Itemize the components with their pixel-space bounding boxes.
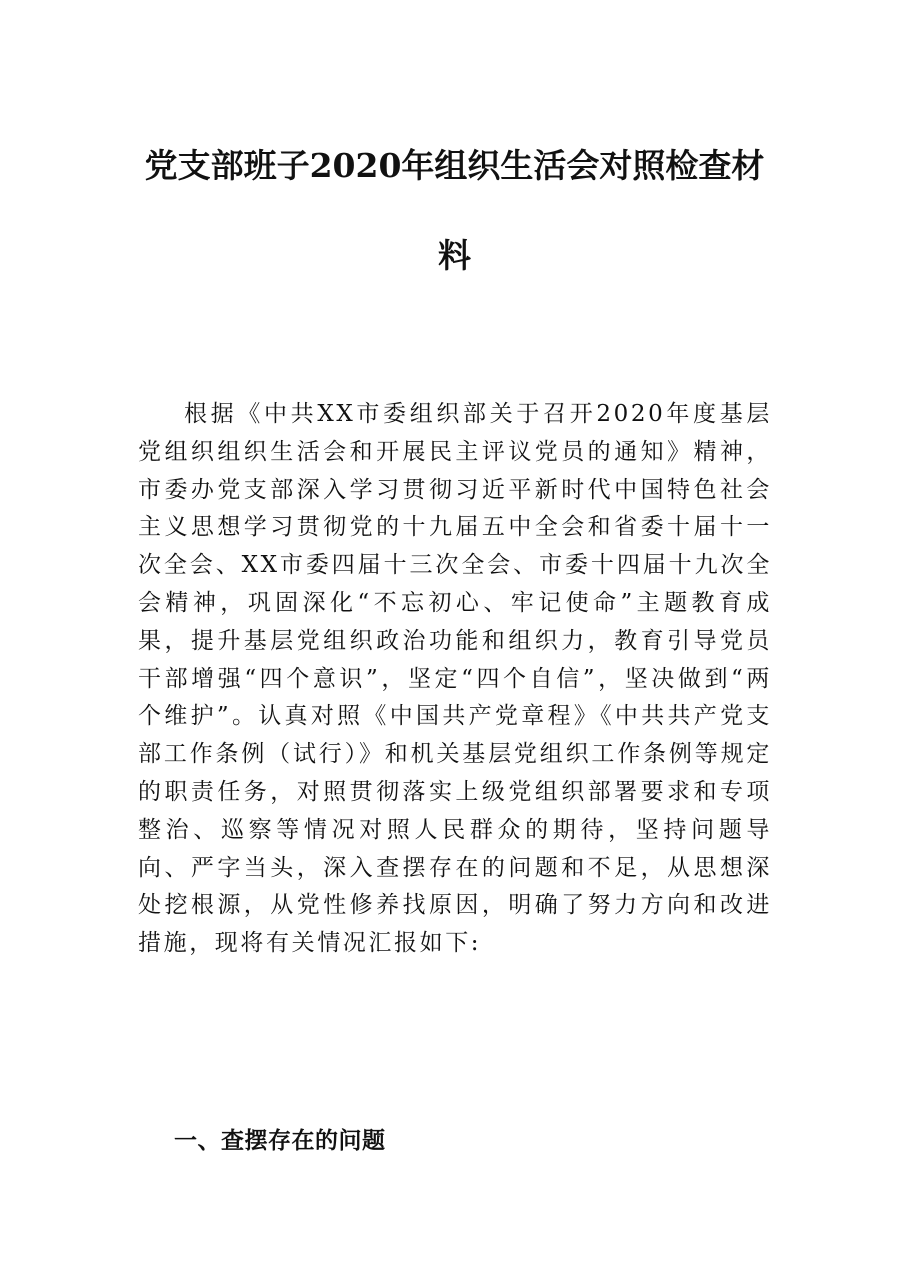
section-heading-problems: 一、查摆存在的问题	[174, 1128, 386, 1154]
document-title: 党支部班子2020年组织生活会对照检查材	[144, 146, 765, 185]
document-title-continuation: 料	[438, 236, 471, 275]
intro-paragraph: 根据《中共XX市委组织部关于召开2020年度基层党组织组织生活会和开展民主评议党员的通知》精神，市委办党支部深入学习贯彻习近平新时代中国特色社会主义思想学习贯彻党的十九届五中全会和省委十届十一次全会、XX市委四届十三次全会、市委十四届十九次全会精神，巩固深化“不忘初心、牢记使命”主题教育成果，提升基层党组织政治功能和组织力，教育引导党员干部增强“四个意识”，坚定“四个自信”，坚决做到“两个维护”。认真对照《中国共产党章程》《中共共产党支部工作条例（试行）》和机关基层党组织工作条例等规定的职责任务，对照贯彻落实上级党组织部署要求和专项整治、巡察等情况对照人民群众的期待，坚持问题导向、严字当头，深入查摆存在的问题和不足，从思想深处挖根源，从党性修养找原因，明确了努力方向和改进措施，现将有关情况汇报如下:	[138, 401, 772, 957]
